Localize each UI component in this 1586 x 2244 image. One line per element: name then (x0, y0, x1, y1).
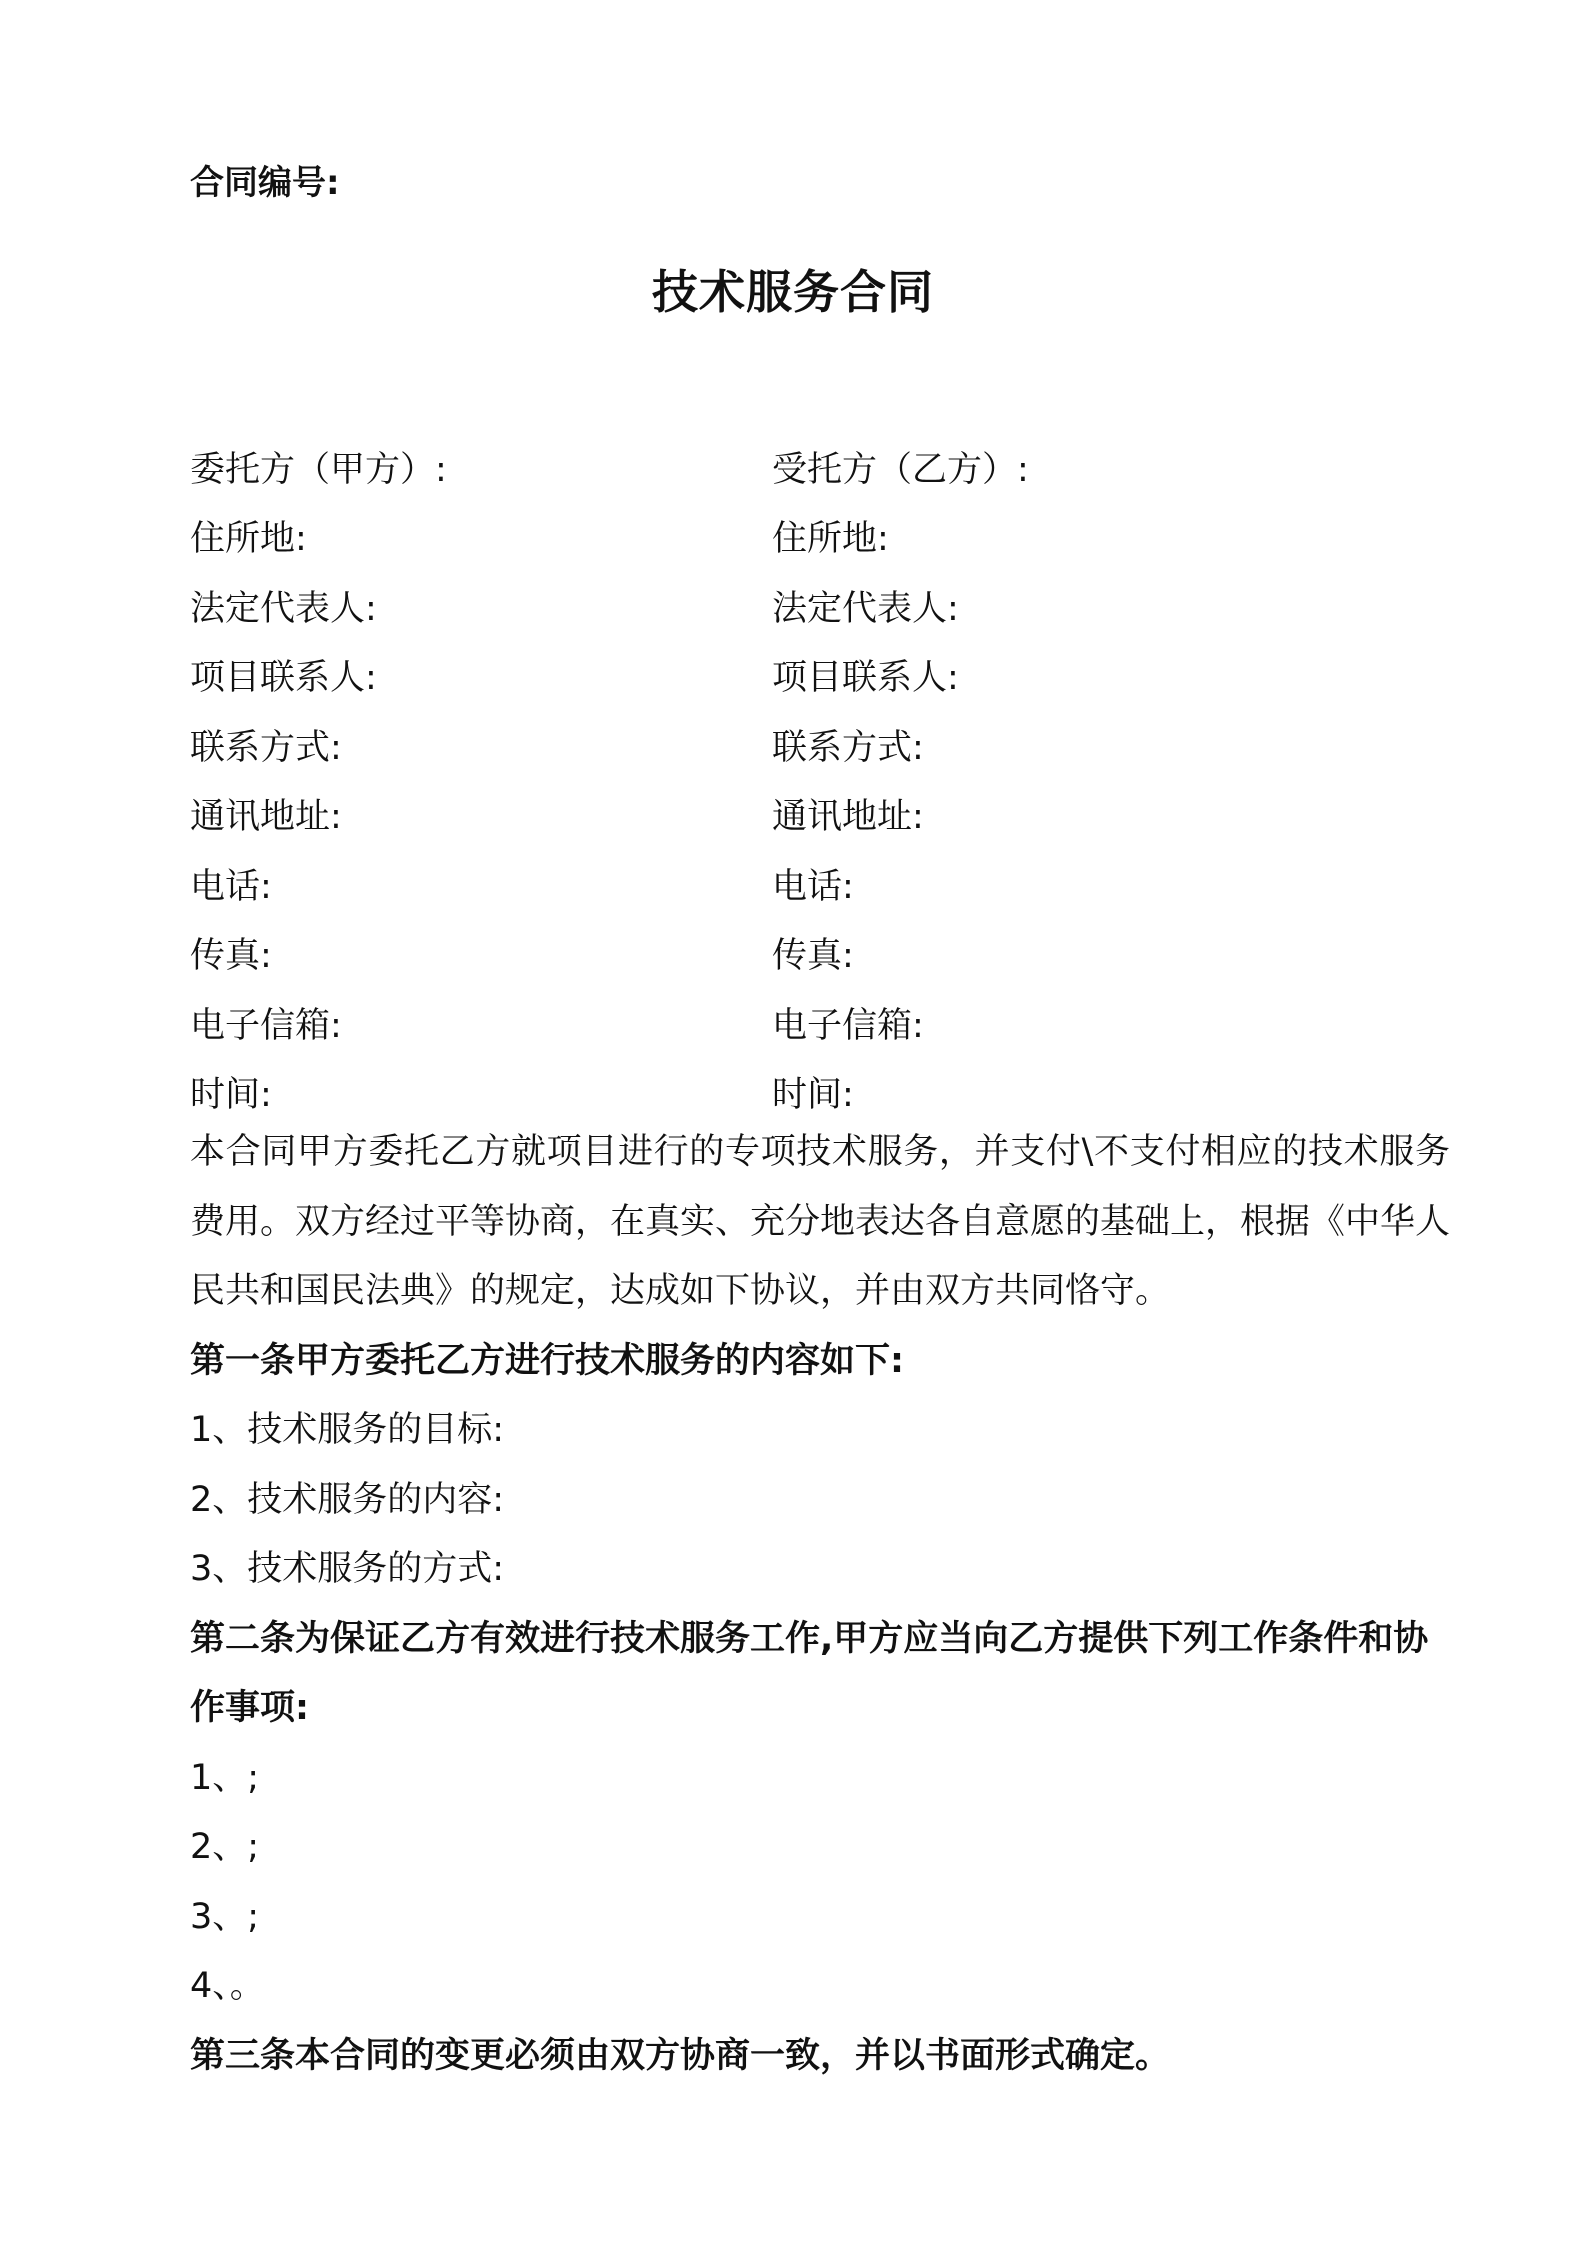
party-b-fax-label: 传真: (772, 936, 854, 977)
party-b-legal-rep-label: 法定代表人: (772, 588, 959, 629)
party-a-legal-rep-label: 法定代表人: (190, 588, 377, 629)
party-a-mailing-address-label: 通讯地址: (190, 797, 342, 838)
party-b-phone-label: 电话: (772, 866, 854, 907)
party-b-email-label: 电子信箱: (772, 1005, 924, 1046)
document-title: 技术服务合同 (652, 265, 934, 319)
party-row-contact-method (190, 710, 1440, 780)
party-b-domicile-label: 住所地: (772, 519, 889, 560)
party-a-email-label: 电子信箱: (190, 1005, 342, 1046)
article-3-heading: 第三条本合同的变更必须由双方协商一致，并以书面形式确定。 (190, 2035, 1171, 2076)
article-2-item: 4、。 (190, 1966, 265, 2006)
party-a-contact-method-label: 联系方式: (190, 727, 342, 768)
party-a-phone-label: 电话: (190, 866, 272, 907)
article-1-heading: 第一条甲方委托乙方进行技术服务的内容如下: (190, 1340, 904, 1381)
party-row-project-contact (190, 641, 1440, 711)
article-2-item: 3、; (190, 1896, 260, 1937)
article-1-item: 3、技术服务的方式: (190, 1549, 505, 1589)
intro-paragraph: 本合同甲方委托乙方就项目进行的专项技术服务，并支付\不支付相应的技术服务费用。双方经过平等协商，在真实、充分地表达各自意愿的基础上，根据《中华人民共和国民法典》的规定，达成如下协议，并由双方共同恪守。 (190, 1132, 1451, 1311)
article-2-heading: 第二条为保证乙方有效进行技术服务工作,甲方应当向乙方提供下列工作条件和协作事项: (190, 1618, 1429, 1728)
party-b-provider-label: 受托方（乙方）: (772, 449, 1029, 490)
party-row-legal-rep (190, 571, 1440, 641)
article-1-item: 2、技术服务的内容: (190, 1479, 505, 1520)
party-a-project-contact-label: 项目联系人: (190, 658, 377, 699)
contract-number-label: 合同编号: (190, 163, 340, 203)
party-row-mailing-address (190, 780, 1440, 850)
party-row-time (190, 1058, 1440, 1128)
party-row-client-provider (190, 432, 1440, 502)
party-a-client-label: 委托方（甲方）: (190, 449, 447, 490)
party-row-phone (190, 849, 1440, 919)
party-b-project-contact-label: 项目联系人: (772, 658, 959, 699)
contract-body (190, 1118, 1450, 2091)
party-a-fax-label: 传真: (190, 936, 272, 977)
party-a-time-label: 时间: (190, 1075, 272, 1116)
party-b-mailing-address-label: 通讯地址: (772, 797, 924, 838)
party-info-table (190, 432, 1440, 1127)
party-a-domicile-label: 住所地: (190, 519, 307, 560)
article-2-item: 1、; (190, 1757, 260, 1798)
party-row-domicile (190, 502, 1440, 572)
party-b-contact-method-label: 联系方式: (772, 727, 924, 768)
article-1-item: 1、技术服务的目标: (190, 1410, 505, 1450)
party-row-fax (190, 919, 1440, 989)
article-2-item: 2、; (190, 1827, 260, 1867)
party-b-time-label: 时间: (772, 1075, 854, 1116)
party-row-email (190, 988, 1440, 1058)
